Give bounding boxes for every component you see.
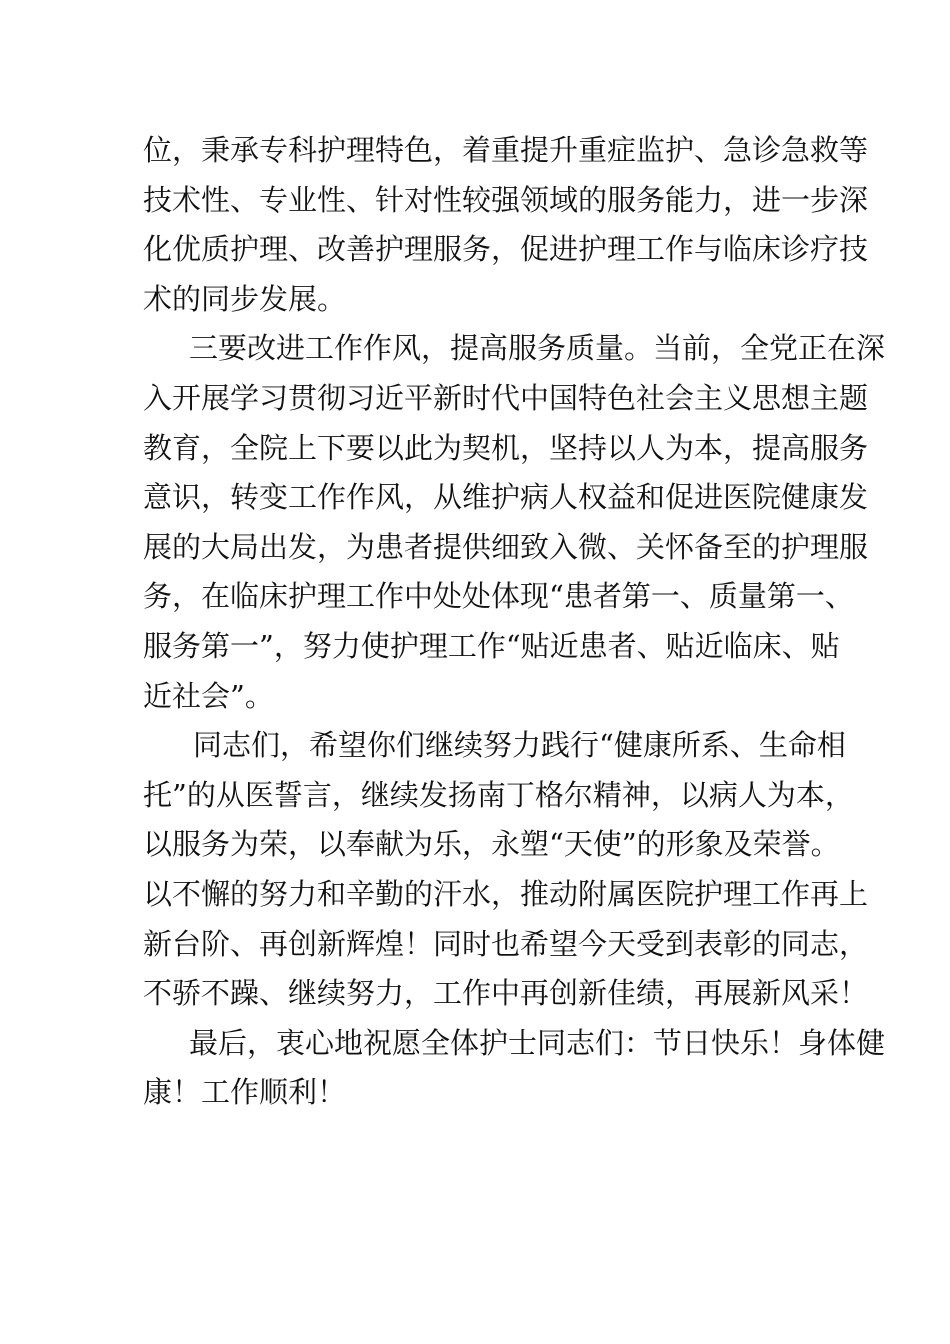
- paragraph-comrades: [143, 721, 869, 1019]
- paragraph-work-style: [143, 324, 886, 721]
- text-line: 意识，转变工作作风，从维护病人权益和促进医院健康发: [143, 480, 869, 515]
- text-line: 康！工作顺利！: [143, 1075, 347, 1110]
- text-line: 近社会”。: [143, 678, 274, 713]
- text-line: 教育，全院上下要以此为契机，坚持以人为本，提高服务: [143, 430, 869, 465]
- text-line: 最后，衷心地祝愿全体护士同志们：节日快乐！身体健: [189, 1025, 886, 1060]
- text-line: 不骄不躁、继续努力，工作中再创新佳绩，再展新风采！: [143, 976, 869, 1011]
- text-line: 同志们，希望你们继续努力践行“健康所系、生命相: [193, 728, 846, 763]
- text-line: 化优质护理、改善护理服务，促进护理工作与临床诊疗技: [143, 232, 869, 267]
- text-line: 技术性、专业性、针对性较强领域的服务能力，进一步深: [143, 182, 869, 217]
- text-line: 三要改进工作作风，提高服务质量。当前，全党正在深: [189, 331, 886, 366]
- text-line: 术的同步发展。: [143, 281, 347, 316]
- text-line: 展的大局出发，为患者提供细致入微、关怀备至的护理服: [143, 529, 869, 564]
- text-line: 以不懈的努力和辛勤的汗水，推动附属医院护理工作再上: [143, 876, 869, 911]
- text-line: 新台阶、再创新辉煌！同时也希望今天受到表彰的同志，: [143, 926, 869, 961]
- paragraph-closing-wishes: [143, 1019, 886, 1118]
- text-line: 入开展学习贯彻习近平新时代中国特色社会主义思想主题: [143, 380, 869, 415]
- text-line: 务，在临床护理工作中处处体现“患者第一、质量第一、: [143, 579, 854, 614]
- text-line: 服务第一”，努力使护理工作“贴近患者、贴近临床、贴: [143, 628, 840, 663]
- document-body: [143, 126, 886, 1118]
- text-line: 以服务为荣，以奉献为乐，永塑“天使”的形象及荣誉。: [143, 827, 840, 862]
- paragraph-nursing-quality: [143, 126, 869, 324]
- text-line: 托”的从医誓言，继续发扬南丁格尔精神，以病人为本，: [143, 777, 854, 812]
- text-line: 位，秉承专科护理特色，着重提升重症监护、急诊急救等: [143, 133, 869, 167]
